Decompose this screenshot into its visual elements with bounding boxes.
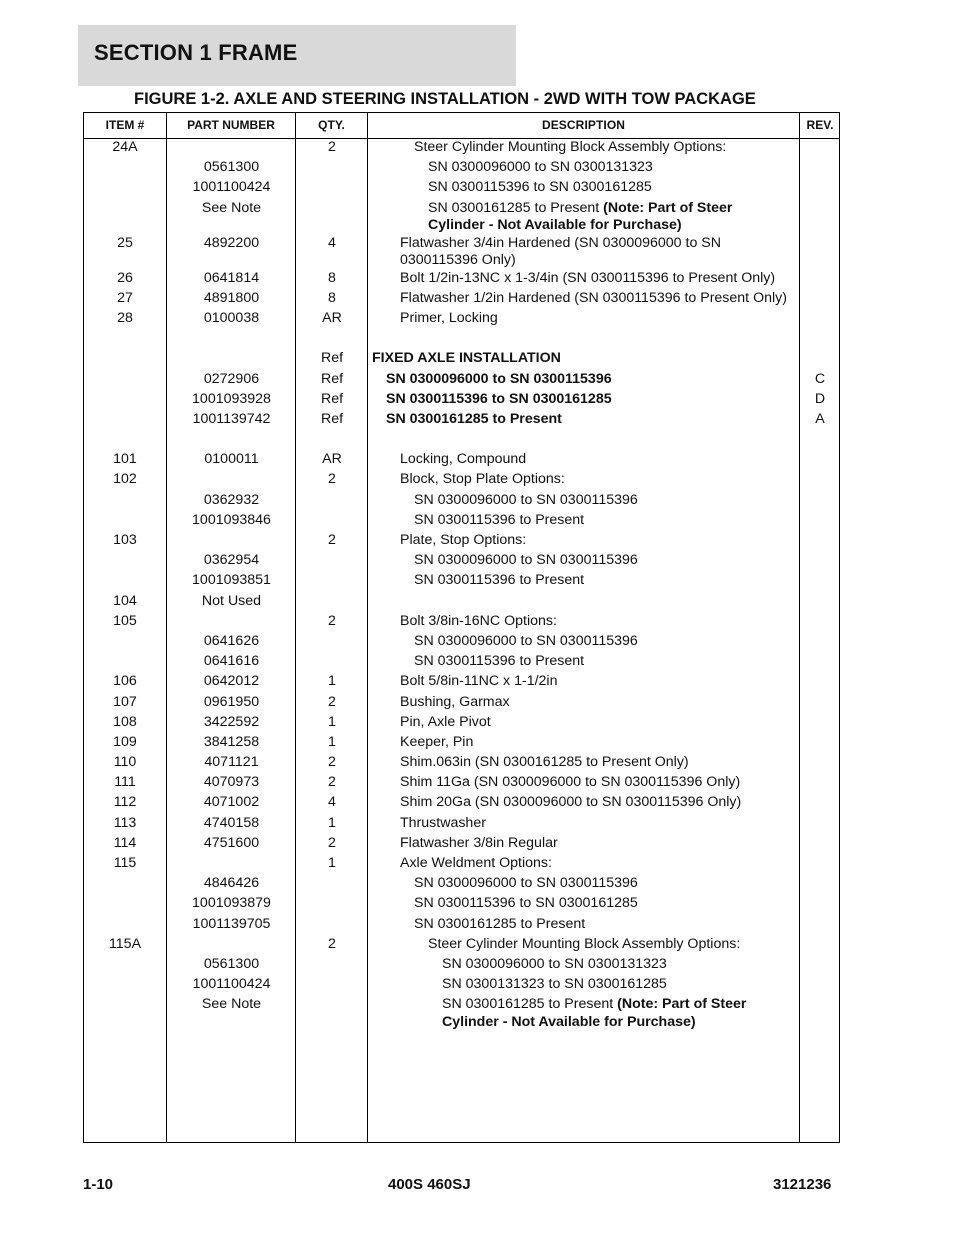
description-text: SN 0300161285 to Present: [386, 410, 562, 427]
page-number: 1-10: [83, 1176, 114, 1193]
part-number-cell: 1001139705: [192, 915, 271, 932]
item-number-cell: 112: [113, 794, 137, 811]
item-number-cell: 101: [113, 451, 137, 468]
description-cell: [372, 411, 792, 429]
description-cell: [372, 431, 792, 449]
description-text: Flatwasher 3/8in Regular: [400, 834, 558, 851]
description-cell: [372, 310, 792, 328]
description-text: Bolt 1/2in-13NC x 1-3/4in (SN 0300115396 to Present Only): [400, 269, 776, 286]
part-number-cell: 4891800: [203, 289, 260, 306]
description-cell: [372, 694, 792, 712]
description-text: Keeper, Pin: [400, 733, 474, 750]
qty-cell: 2: [328, 471, 336, 488]
part-number-cell: 1001093846: [192, 511, 271, 528]
part-number-cell: 1001100424: [192, 976, 271, 993]
header-qty: QTY.: [318, 118, 345, 132]
description-cell: [372, 996, 792, 1031]
table-row: [84, 815, 839, 835]
item-number-cell: 106: [113, 673, 137, 690]
item-number-cell: 115: [113, 855, 137, 871]
part-number-cell: 4071121: [204, 754, 259, 771]
table-row: [84, 572, 839, 592]
part-number-cell: See Note: [201, 199, 262, 216]
description-text: Pin, Axle Pivot: [400, 713, 491, 730]
table-row: [84, 391, 839, 411]
part-number-cell: 1001139742: [192, 410, 271, 427]
table-row: [84, 431, 839, 451]
description-text: SN 0300096000 to SN 0300115396: [414, 875, 638, 892]
description-cell: [372, 774, 792, 792]
item-number-cell: 108: [113, 713, 137, 730]
table-row: [84, 633, 839, 653]
part-number-cell: 3422592: [203, 713, 260, 730]
qty-cell: 1: [328, 733, 336, 750]
description-cell: [372, 855, 792, 873]
part-number-cell: 0642012: [203, 673, 260, 690]
qty-cell: AR: [322, 451, 342, 468]
part-number-cell: 0641814: [203, 269, 260, 286]
description-cell: [372, 633, 792, 651]
table-row: [84, 310, 839, 330]
table-row: [84, 754, 839, 774]
item-number-cell: 115A: [108, 935, 142, 952]
description-text: Bolt 5/8in-11NC x 1-1/2in: [400, 673, 558, 690]
description-text: SN 0300115396 to Present: [414, 653, 585, 670]
item-number-cell: 27: [117, 289, 133, 306]
table-row: [84, 290, 839, 310]
qty-cell: 2: [328, 612, 336, 629]
table-row: [84, 350, 839, 370]
table-row: [84, 159, 839, 179]
part-number-cell: 4740158: [203, 814, 260, 831]
table-row: [84, 330, 839, 350]
part-number-cell: 4892200: [203, 234, 260, 251]
table-row: [84, 179, 839, 199]
description-cell: [372, 235, 792, 270]
description-cell: [372, 350, 792, 368]
header-item: ITEM #: [105, 118, 145, 132]
part-number-cell: 0362954: [203, 552, 260, 569]
table-row: [84, 139, 839, 159]
part-number-cell: 1001093851: [192, 572, 271, 589]
model-name: 400S 460SJ: [388, 1176, 471, 1193]
part-number-cell: 0561300: [203, 159, 260, 176]
rev-cell: D: [814, 390, 826, 407]
qty-cell: AR: [322, 309, 342, 326]
description-cell: [372, 159, 792, 177]
description-text: Bushing, Garmax: [400, 693, 510, 710]
description-text: SN 0300115396 to Present: [414, 511, 585, 528]
part-number-cell: 0561300: [203, 955, 260, 972]
description-cell: [372, 200, 792, 235]
description-cell: [372, 552, 792, 570]
table-row: [84, 512, 839, 532]
table-row: [84, 794, 839, 814]
qty-cell: Ref: [320, 410, 344, 427]
description-cell: [372, 794, 792, 812]
description-text: Thrustwasher: [400, 814, 486, 831]
table-row: [84, 956, 839, 976]
description-text: Steer Cylinder Mounting Block Assembly Options:: [414, 139, 727, 155]
qty-cell: Ref: [320, 370, 344, 387]
table-row: [84, 235, 839, 270]
description-text: Bolt 3/8in-16NC Options:: [400, 612, 557, 629]
description-text: Shim.063in (SN 0300161285 to Present Only): [400, 754, 689, 771]
section-header: [78, 25, 516, 86]
table-row: [84, 694, 839, 714]
description-cell: [372, 653, 792, 671]
description-cell: [372, 593, 792, 611]
description-cell: [372, 492, 792, 510]
description-text: Block, Stop Plate Options:: [400, 471, 565, 488]
item-number-cell: 104: [113, 592, 137, 609]
item-number-cell: 25: [117, 234, 133, 251]
table-row: [84, 270, 839, 290]
description-cell: [372, 290, 792, 308]
description-cell: [372, 330, 792, 348]
rev-cell: A: [815, 410, 825, 427]
table-row: [84, 471, 839, 491]
part-number-cell: 0100011: [204, 451, 259, 468]
item-number-cell: 105: [113, 612, 137, 629]
description-text: SN 0300096000 to SN 0300115396: [414, 632, 638, 649]
description-text: SN 0300096000 to SN 0300131323: [428, 159, 653, 176]
table-row: [84, 774, 839, 794]
description-cell: [372, 956, 792, 974]
description-text: Flatwasher 1/2in Hardened (SN 0300115396 to Present Only): [400, 289, 787, 306]
section-title: SECTION 1 FRAME: [94, 40, 298, 65]
description-cell: [372, 875, 792, 893]
qty-cell: 1: [328, 673, 336, 690]
description-cell: [372, 179, 792, 197]
qty-cell: 1: [328, 713, 336, 730]
table-row: [84, 593, 839, 613]
header-rev: REV.: [806, 118, 834, 132]
description-cell: [372, 471, 792, 489]
description-cell: [372, 714, 792, 732]
part-number-cell: 1001100424: [192, 179, 271, 196]
item-number-cell: 114: [113, 834, 137, 851]
part-number-cell: 3841258: [203, 733, 260, 750]
description-note: (Note: Part of Steer Cylinder - Not Available for Purchase): [428, 199, 733, 234]
qty-cell: 4: [328, 794, 336, 811]
description-cell: [372, 572, 792, 590]
item-number-cell: 111: [114, 774, 136, 791]
description-text: Primer, Locking: [400, 309, 498, 326]
part-number-cell: 4846426: [203, 875, 260, 892]
description-text: Flatwasher 3/4in Hardened (SN 0300096000 to SN 0300115396 Only): [400, 234, 721, 269]
figure-title: FIGURE 1-2. AXLE AND STEERING INSTALLATION - 2WD WITH TOW PACKAGE: [134, 90, 756, 108]
description-cell: [372, 139, 792, 157]
qty-cell: 1: [328, 814, 336, 831]
description-cell: [372, 391, 792, 409]
part-number-cell: 4071002: [203, 794, 260, 811]
description-text: SN 0300161285 to Present: [414, 915, 586, 932]
item-number-cell: 26: [117, 269, 133, 286]
description-cell: [372, 270, 792, 288]
description-cell: [372, 673, 792, 691]
document-number: 3121236: [773, 1176, 832, 1193]
part-number-cell: 1001093879: [192, 895, 271, 912]
table-row: [84, 916, 839, 936]
rev-cell: C: [814, 370, 826, 387]
item-number-cell: 103: [113, 532, 137, 548]
description-text: Shim 11Ga (SN 0300096000 to SN 0300115396 Only): [400, 774, 741, 791]
table-row: [84, 653, 839, 673]
description-text: Axle Weldment Options:: [400, 855, 552, 871]
description-text: SN 0300115396 to SN 0300161285: [428, 179, 652, 196]
parts-table: [83, 112, 840, 1143]
table-row: [84, 976, 839, 996]
table-row: [84, 451, 839, 471]
description-cell: [372, 754, 792, 772]
description-text: SN 0300096000 to SN 0300115396: [386, 370, 612, 387]
description-text: SN 0300115396 to SN 0300161285: [414, 895, 638, 912]
item-number-cell: 113: [113, 814, 137, 831]
qty-cell: 2: [328, 139, 336, 155]
description-note: (Note: Part of Steer Cylinder - Not Available for Purchase): [442, 996, 747, 1030]
qty-cell: Ref: [320, 350, 344, 367]
description-cell: [372, 451, 792, 469]
table-row: [84, 200, 839, 235]
description-text: SN 0300096000 to SN 0300115396: [414, 491, 638, 508]
table-row: [84, 875, 839, 895]
description-cell: [372, 815, 792, 833]
table-row: [84, 996, 839, 1031]
qty-cell: Ref: [320, 390, 344, 407]
table-row: [84, 552, 839, 572]
description-text: SN 0300131323 to SN 0300161285: [442, 976, 667, 993]
item-number-cell: 24A: [112, 139, 138, 155]
qty-cell: 8: [328, 269, 336, 286]
description-text: FIXED AXLE INSTALLATION: [372, 350, 561, 367]
table-body: [84, 139, 839, 1031]
description-text: SN 0300096000 to SN 0300115396: [414, 552, 638, 569]
part-number-cell: 1001093928: [192, 390, 271, 407]
part-number-cell: 0961950: [203, 693, 260, 710]
table-row: [84, 734, 839, 754]
description-cell: [372, 512, 792, 530]
table-row: [84, 855, 839, 875]
table-row: [84, 714, 839, 734]
header-description: DESCRIPTION: [541, 118, 626, 132]
description-text: Plate, Stop Options:: [400, 532, 527, 548]
description-cell: [372, 835, 792, 853]
table-row: [84, 532, 839, 552]
part-number-cell: See Note: [201, 996, 262, 1013]
table-row: [84, 936, 839, 956]
qty-cell: 2: [328, 754, 336, 771]
description-text: Steer Cylinder Mounting Block Assembly Options:: [428, 935, 741, 952]
part-number-cell: 4751600: [203, 834, 260, 851]
qty-cell: 1: [328, 855, 336, 871]
description-cell: [372, 613, 792, 631]
description-text: Shim 20Ga (SN 0300096000 to SN 0300115396 Only): [400, 794, 742, 811]
qty-cell: 2: [328, 532, 336, 548]
part-number-cell: 0641616: [203, 653, 260, 670]
item-number-cell: 102: [113, 471, 137, 488]
table-row: [84, 673, 839, 693]
description-text: SN 0300096000 to SN 0300131323: [442, 955, 667, 972]
table-header: [84, 113, 839, 139]
table-row: [84, 411, 839, 431]
part-number-cell: 0641626: [203, 632, 260, 649]
description-cell: [372, 371, 792, 389]
description-cell: [372, 916, 792, 934]
item-number-cell: 28: [117, 309, 133, 326]
qty-cell: 4: [328, 234, 336, 251]
item-number-cell: 107: [113, 693, 137, 710]
item-number-cell: 110: [113, 754, 137, 771]
description-cell: [372, 936, 792, 954]
qty-cell: 2: [328, 693, 336, 710]
description-text: Locking, Compound: [400, 451, 527, 468]
table-row: [84, 835, 839, 855]
part-number-cell: Not Used: [201, 592, 262, 609]
description-text: SN 0300161285 to Present: [428, 199, 604, 216]
header-part-number: PART NUMBER: [187, 118, 275, 132]
description-cell: [372, 734, 792, 752]
qty-cell: 2: [328, 935, 336, 952]
description-cell: [372, 895, 792, 913]
table-row: [84, 613, 839, 633]
qty-cell: 8: [328, 289, 336, 306]
description-text: SN 0300115396 to Present: [414, 572, 585, 589]
table-row: [84, 492, 839, 512]
part-number-cell: 0362932: [203, 491, 260, 508]
part-number-cell: 0272906: [203, 370, 260, 387]
description-text: SN 0300161285 to Present: [442, 996, 618, 1013]
table-row: [84, 371, 839, 391]
qty-cell: 2: [328, 834, 336, 851]
description-cell: [372, 976, 792, 994]
item-number-cell: 109: [113, 733, 137, 750]
part-number-cell: 0100038: [203, 309, 260, 326]
qty-cell: 2: [328, 774, 336, 791]
description-text: SN 0300115396 to SN 0300161285: [386, 390, 612, 407]
table-row: [84, 895, 839, 915]
part-number-cell: 4070973: [203, 774, 260, 791]
description-cell: [372, 532, 792, 550]
